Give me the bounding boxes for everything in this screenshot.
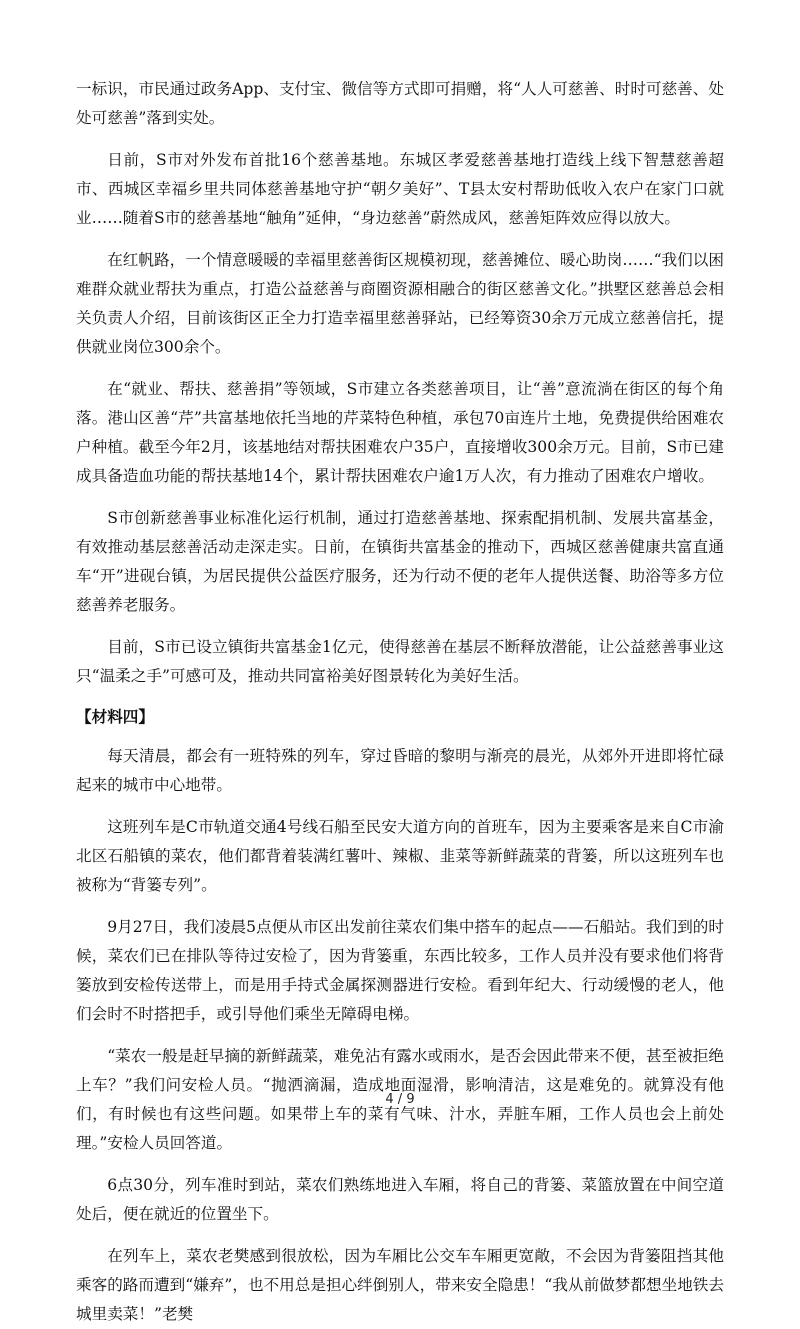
paragraph: “菜农一般是赶早摘的新鲜蔬菜，难免沾有露水或雨水，是否会因此带来不便，甚至被拒绝上车？”我们问安检人员。“抛洒滴漏，造成地面湿滑，影响清洁，这是难免的。就算没有他们，有时候也有这些问题。如果带上车的菜有气味、汁水，弄脏车厢，工作人员也会上前处理。”安检人员回答道。 [76, 1047, 724, 1152]
paragraph: 一标识，市民通过政务App、支付宝、微信等方式即可捐赠，将“人人可慈善、时时可慈善、处处可慈善”落到实处。 [76, 80, 724, 127]
paragraph: 在“就业、帮扶、慈善捐”等领域，S市建立各类慈善项目，让“善”意流淌在街区的每个角落。港山区善“芹”共富基地依托当地的芹菜特色种植，承包70亩连片土地，免费提供给困难农户种植。截至今年2月，该基地结对帮扶困难农户35户，直接增收300余万元。目前，S市已建成具备造血功能的帮扶基地14个，累计帮扶困难农户逾1万人次，有力推动了困难农户增收。 [76, 380, 724, 485]
paragraph: 在红帆路，一个情意暖暖的幸福里慈善街区规模初现，慈善摊位、暖心助岗……“我们以困难群众就业帮扶为重点，打造公益慈善与商圈资源相融合的街区慈善文化。”拱墅区慈善总会相关负责人介绍，目前该街区正全力打造幸福里慈善驿站，已经筹资30余万元成立慈善信托，提供就业岗位300余个。 [76, 251, 724, 356]
paragraph: 目前，S市已设立镇街共富基金1亿元，使得慈善在基层不断释放潜能，让公益慈善事业这只“温柔之手”可感可及，推动共同富裕美好图景转化为美好生活。 [76, 638, 724, 685]
paragraph: 在列车上，菜农老樊感到很放松，因为车厢比公交车车厢更宽敞，不会因为背篓阻挡其他乘客的路而遭到“嫌弃”，也不用总是担心绊倒别人，带来安全隐患！“我从前做梦都想坐地铁去城里卖菜！”老樊 [76, 1247, 724, 1323]
paragraph: 9月27日，我们凌晨5点便从市区出发前往菜农们集中搭车的起点——石船站。我们到的时候，菜农们已在排队等待过安检了，因为背篓重，东西比较多，工作人员并没有要求他们将背篓放到安检传送带上，而是用手持式金属探测器进行安检。看到年纪大、行动缓慢的老人，他们会时不时搭把手，或引导他们乘坐无障碍电梯。 [76, 918, 724, 1023]
paragraph: S市创新慈善事业标准化运行机制，通过打造慈善基地、探索配捐机制、发展共富基金，有效推动基层慈善活动走深走实。日前，在镇街共富基金的推动下，西城区慈善健康共富直通车“开”进砚台镇，为居民提供公益医疗服务，还为行动不便的老年人提供送餐、助浴等多方位慈善养老服务。 [76, 509, 724, 614]
paragraph: 每天清晨，都会有一班特殊的列车，穿过昏暗的黎明与渐亮的晨光，从郊外开进即将忙碌起来的城市中心地带。 [76, 747, 724, 794]
paragraph: 这班列车是C市轨道交通4号线石船至民安大道方向的首班车，因为主要乘客是来自C市渝北区石船镇的菜农，他们都背着装满红薯叶、辣椒、韭菜等新鲜蔬菜的背篓，所以这班列车也被称为“背篓专列”。 [76, 818, 724, 894]
paragraph: 6点30分，列车准时到站，菜农们熟练地进入车厢，将自己的背篓、菜篮放置在中间空道处后，便在就近的位置坐下。 [76, 1176, 724, 1223]
section-heading: 【材料四】 [76, 708, 154, 726]
page-number: 4 / 9 [385, 1092, 415, 1107]
paragraph: 日前，S市对外发布首批16个慈善基地。东城区孝爱慈善基地打造线上线下智慧慈善超市、西城区幸福乡里共同体慈善基地守护“朝夕美好”、T县太安村帮助低收入农户在家门口就业……随着S市的慈善基地“触角”延伸，“身边慈善”蔚然成风，慈善矩阵效应得以放大。 [76, 151, 724, 227]
